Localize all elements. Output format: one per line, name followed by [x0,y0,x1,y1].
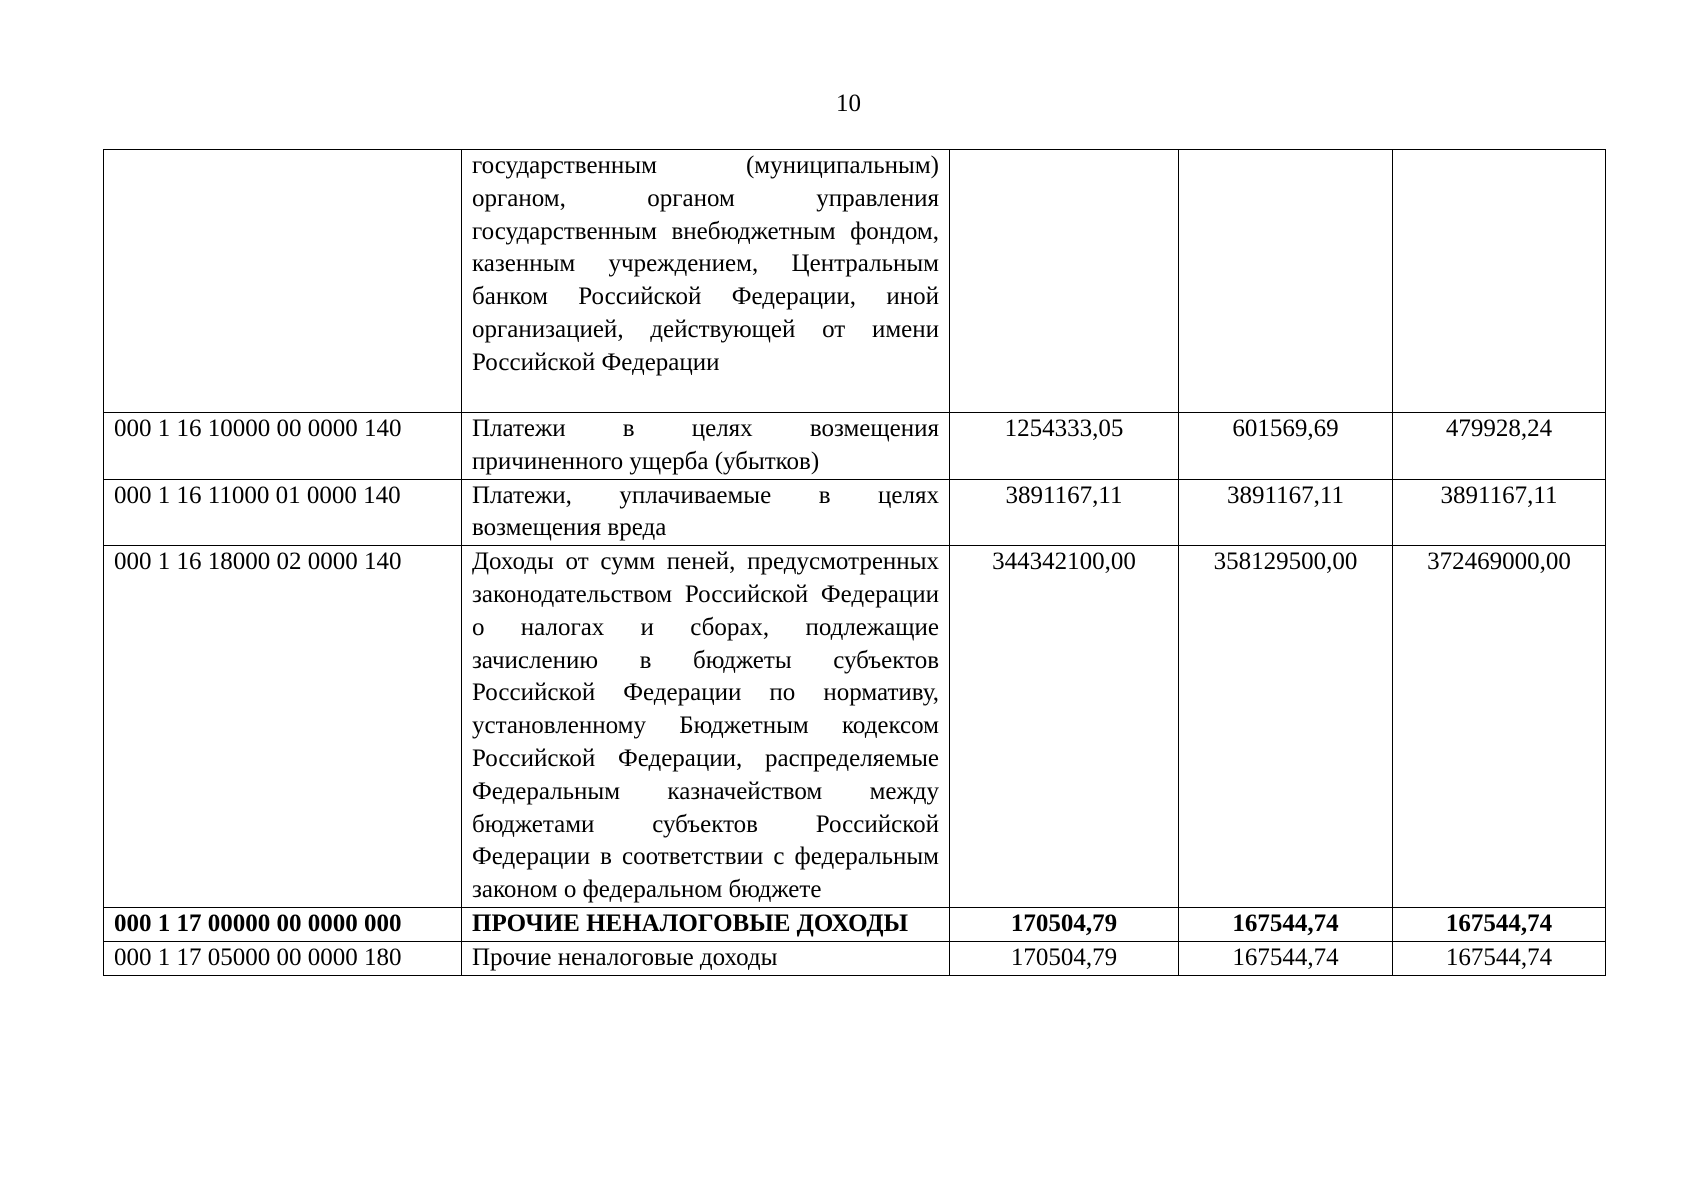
amount-year-1: 1254333,05 [950,413,1179,480]
revenue-name: Платежи в целях возмещения причиненного ущерба (убытков) [462,413,950,480]
revenue-name: Прочие неналоговые доходы [462,941,950,975]
table-row-total [104,907,1606,941]
amount-year-3 [1393,150,1606,413]
amount-year-3: 479928,24 [1393,413,1606,480]
amount-year-2: 167544,74 [1179,941,1393,975]
revenue-code: 000 1 17 05000 00 0000 180 [104,941,462,975]
amount-year-1: 170504,79 [950,907,1179,941]
table-row [104,941,1606,975]
table-row [104,546,1606,908]
amount-year-1 [950,150,1179,413]
amount-year-2: 167544,74 [1179,907,1393,941]
amount-year-3: 372469000,00 [1393,546,1606,908]
page-number: 10 [836,90,861,117]
amount-year-3: 3891167,11 [1393,479,1606,546]
revenue-name: ПРОЧИЕ НЕНАЛОГОВЫЕ ДОХОДЫ [462,907,950,941]
revenue-table [103,149,1606,976]
revenue-code [104,150,462,413]
amount-year-1: 170504,79 [950,941,1179,975]
revenue-name: государственным (муниципальным) органом, органом управления государственным внебюджетным фондом, казенным учреждением, Центральным банком Российской Федерации, иной организацией, действующей от имени Российской Федерации [462,150,950,413]
table-row [104,479,1606,546]
amount-year-1: 3891167,11 [950,479,1179,546]
table-row [104,150,1606,413]
revenue-code: 000 1 17 00000 00 0000 000 [104,907,462,941]
revenue-code: 000 1 16 10000 00 0000 140 [104,413,462,480]
amount-year-1: 344342100,00 [950,546,1179,908]
amount-year-2: 601569,69 [1179,413,1393,480]
amount-year-2: 3891167,11 [1179,479,1393,546]
amount-year-2: 358129500,00 [1179,546,1393,908]
table-row [104,413,1606,480]
revenue-code: 000 1 16 18000 02 0000 140 [104,546,462,908]
amount-year-3: 167544,74 [1393,941,1606,975]
amount-year-3: 167544,74 [1393,907,1606,941]
amount-year-2 [1179,150,1393,413]
revenue-code: 000 1 16 11000 01 0000 140 [104,479,462,546]
revenue-name: Доходы от сумм пеней, предусмотренных законодательством Российской Федерации о налогах и сборах, подлежащие зачислению в бюджеты субъектов Российской Федерации по нормативу, установленному Бюджетным кодексом Российской Федерации, распределяемые Федеральным казначейством между бюджетами субъектов Российской Федерации в соответствии с федеральным законом о федеральном бюджете [462,546,950,908]
revenue-name: Платежи, уплачиваемые в целях возмещения вреда [462,479,950,546]
